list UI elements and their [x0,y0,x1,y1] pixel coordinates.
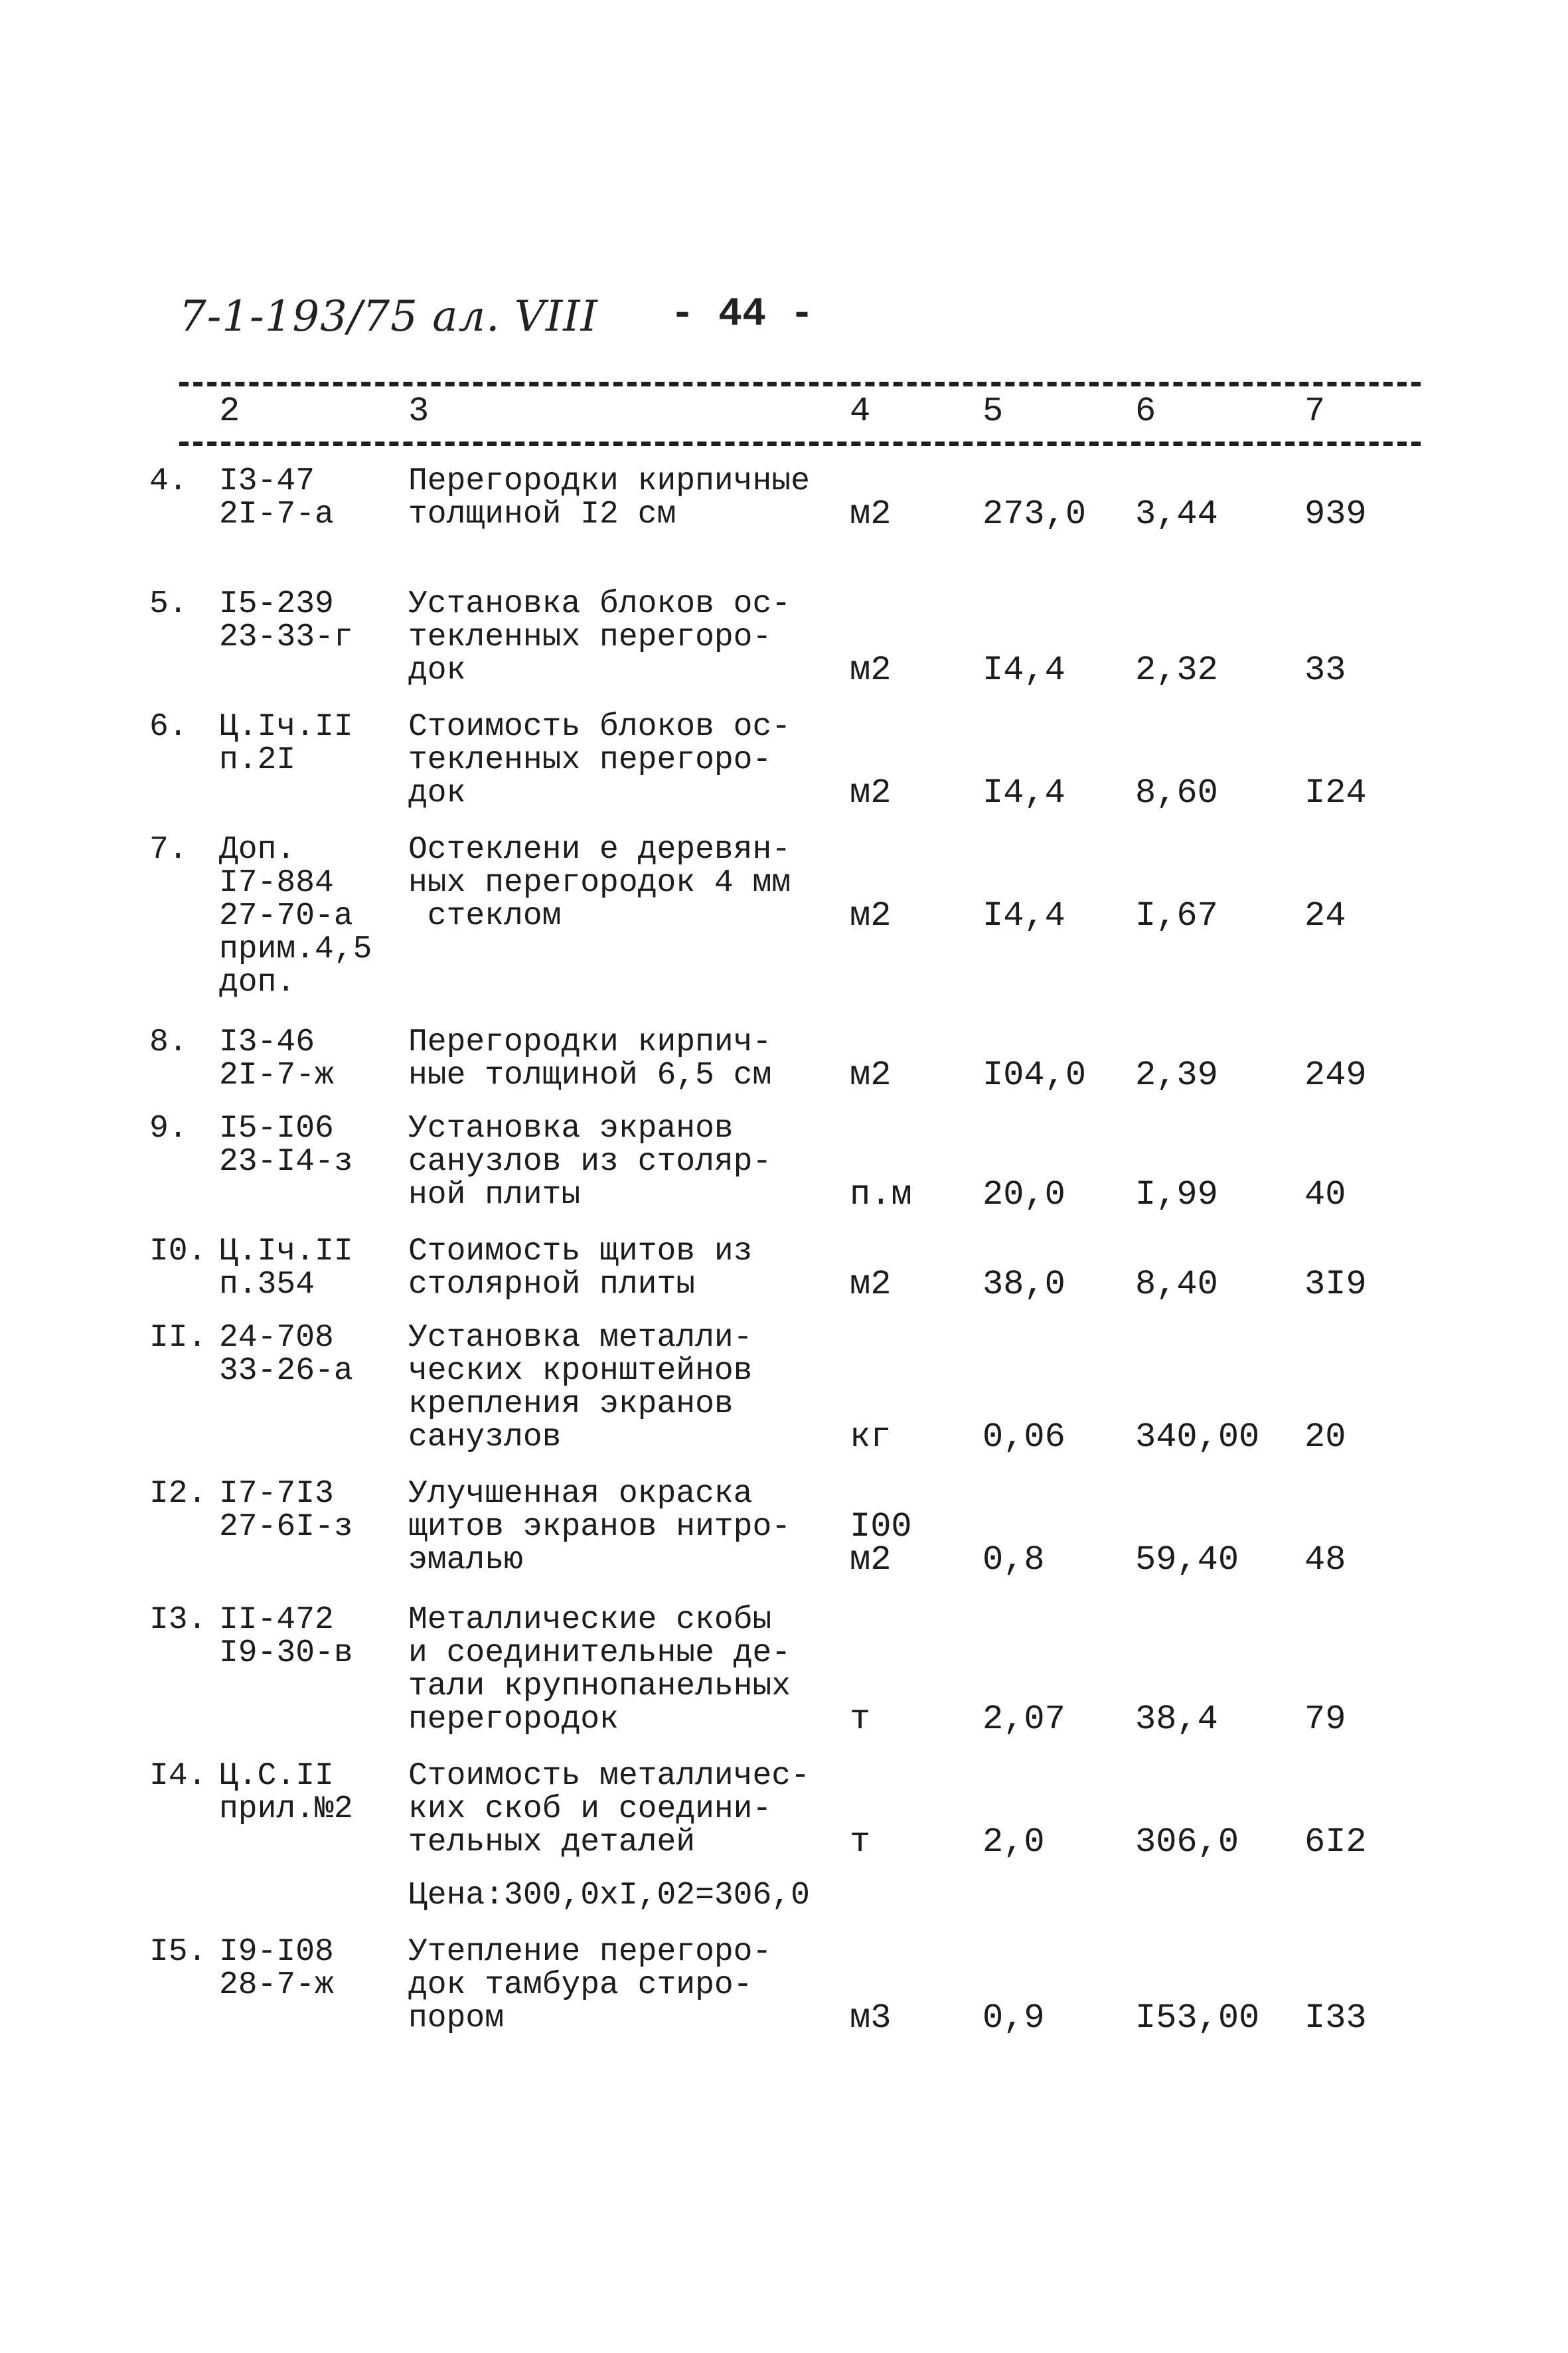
row-unit: т [850,1823,871,1862]
row-unit: м2 [850,896,892,935]
row-price: 340,00 [1135,1418,1260,1457]
row-unit: п.м [850,1175,912,1214]
row-total: 20 [1304,1418,1346,1457]
row-description: Стоимость щитов из столярной плиты [408,1234,753,1303]
row-price: 306,0 [1135,1823,1239,1862]
row-quantity: I4,4 [982,651,1065,690]
row-quantity: I4,4 [982,773,1065,813]
column-header: 3 [408,392,430,431]
row-price: 2,32 [1135,651,1218,690]
row-quantity: 38,0 [982,1265,1065,1304]
row-description: Перегородки кирпич- ные толщиной 6,5 см [408,1024,772,1094]
row-quantity: I04,0 [982,1056,1087,1095]
row-description: Улучшенная окраска щитов экранов нитро- эмалью [408,1476,791,1578]
row-number: 7. [149,832,188,868]
row-description: Остеклени е деревян- ных перегородок 4 мм стеклом [408,832,791,934]
row-number: 9. [149,1111,188,1147]
row-code: I3-47 2I-7-а [219,463,334,532]
table-body [0,465,1568,2058]
row-description: Стоимость металличес- ких скоб и соедини- тельных деталей [408,1758,810,1860]
row-price: 8,40 [1135,1265,1218,1304]
row-number: 6. [149,709,188,745]
row-code: Доп. I7-884 27-70-а прим.4,5 доп. [219,832,372,1001]
table-row [0,1477,1568,1603]
row-number: 5. [149,586,188,622]
row-description: Металлические скобы и соединительные де- тали крупнопанельных перегородок [408,1602,791,1738]
row-description: Установка блоков ос- текленных перегоро- док [408,586,791,689]
row-price: 59,40 [1135,1540,1239,1580]
row-price: 38,4 [1135,1700,1218,1739]
row-quantity: 20,0 [982,1175,1065,1214]
row-quantity: 273,0 [982,495,1087,534]
row-price: I53,00 [1135,1998,1260,2038]
row-number: I2. [149,1476,207,1512]
row-code: 24-708 33-26-а [219,1320,353,1389]
row-description: Установка экранов санузлов из столяр- ной плиты [408,1111,772,1213]
table-top-rule [179,382,1421,386]
row-total: 6I2 [1304,1823,1367,1862]
row-description: Утепление перегоро- док тамбура стиро- пором [408,1934,772,2036]
row-total: 48 [1304,1540,1346,1580]
row-total: 24 [1304,896,1346,935]
table-header [0,392,1568,438]
row-total: 79 [1304,1700,1346,1739]
row-code: Ц.Iч.II п.354 [219,1234,353,1303]
row-code: I5-239 23-33-г [219,586,353,655]
table-header-rule [179,442,1421,446]
row-total: 40 [1304,1175,1346,1214]
row-number: I0. [149,1234,207,1269]
row-price: I,99 [1135,1175,1218,1214]
column-header: 7 [1304,392,1326,431]
row-quantity: 0,9 [982,1998,1045,2038]
row-number: I4. [149,1758,207,1794]
table-row [0,833,1568,1026]
table-row [0,1321,1568,1477]
row-unit: м2 [850,773,892,813]
row-total: 33 [1304,651,1346,690]
row-quantity: I4,4 [982,896,1065,935]
row-unit: м3 [850,1998,892,2038]
row-unit: I00 м2 [850,1507,912,1580]
row-total: I33 [1304,1998,1367,2038]
row-code: II-472 I9-30-в [219,1602,353,1671]
row-total: 249 [1304,1056,1367,1095]
row-total: 939 [1304,495,1367,534]
table-row [0,1759,1568,1935]
row-price: 2,39 [1135,1056,1218,1095]
table-row [0,1112,1568,1235]
row-description: Стоимость блоков ос- текленных перегоро- док [408,709,791,811]
row-unit: м2 [850,651,892,690]
price-note: Цена:300,0хI,02=306,0 [408,1878,810,1913]
row-quantity: 2,0 [982,1823,1045,1862]
table-row [0,588,1568,710]
row-price: I,67 [1135,896,1218,935]
row-code: I5-I06 23-I4-з [219,1111,353,1180]
table-row [0,1603,1568,1759]
row-quantity: 0,8 [982,1540,1045,1580]
column-header: 4 [850,392,871,431]
table-row [0,1235,1568,1321]
row-price: 8,60 [1135,773,1218,813]
row-description: Установка металли- ческих кронштейнов крепления экранов санузлов [408,1320,753,1455]
column-header: 6 [1135,392,1156,431]
table-row [0,710,1568,833]
table-row [0,465,1568,588]
row-number: I3. [149,1602,207,1638]
row-code: I3-46 2I-7-ж [219,1024,334,1094]
row-unit: т [850,1700,871,1739]
row-code: Ц.С.II прил.№2 [219,1758,353,1827]
row-total: 3I9 [1304,1265,1367,1304]
table-row [0,1026,1568,1112]
row-quantity: 0,06 [982,1418,1065,1457]
column-header: 5 [982,392,1004,431]
row-quantity: 2,07 [982,1700,1065,1739]
row-number: I5. [149,1934,207,1970]
row-number: II. [149,1320,207,1356]
row-unit: м2 [850,1056,892,1095]
row-total: I24 [1304,773,1367,813]
row-description: Перегородки кирпичные толщиной I2 см [408,463,810,532]
row-number: 4. [149,463,188,499]
row-unit: м2 [850,1265,892,1304]
document-stamp: 7-1-193/75 ал. VIII [179,292,598,341]
row-number: 8. [149,1024,188,1060]
column-header: 2 [219,392,240,431]
row-unit: м2 [850,495,892,534]
page-number: - 44 - [670,292,815,337]
row-price: 3,44 [1135,495,1218,534]
row-unit: кг [850,1418,892,1457]
row-code: I9-I08 28-7-ж [219,1934,334,2003]
row-code: I7-7I3 27-6I-з [219,1476,353,1545]
table-row [0,1935,1568,2058]
row-code: Ц.Iч.II п.2I [219,709,353,778]
